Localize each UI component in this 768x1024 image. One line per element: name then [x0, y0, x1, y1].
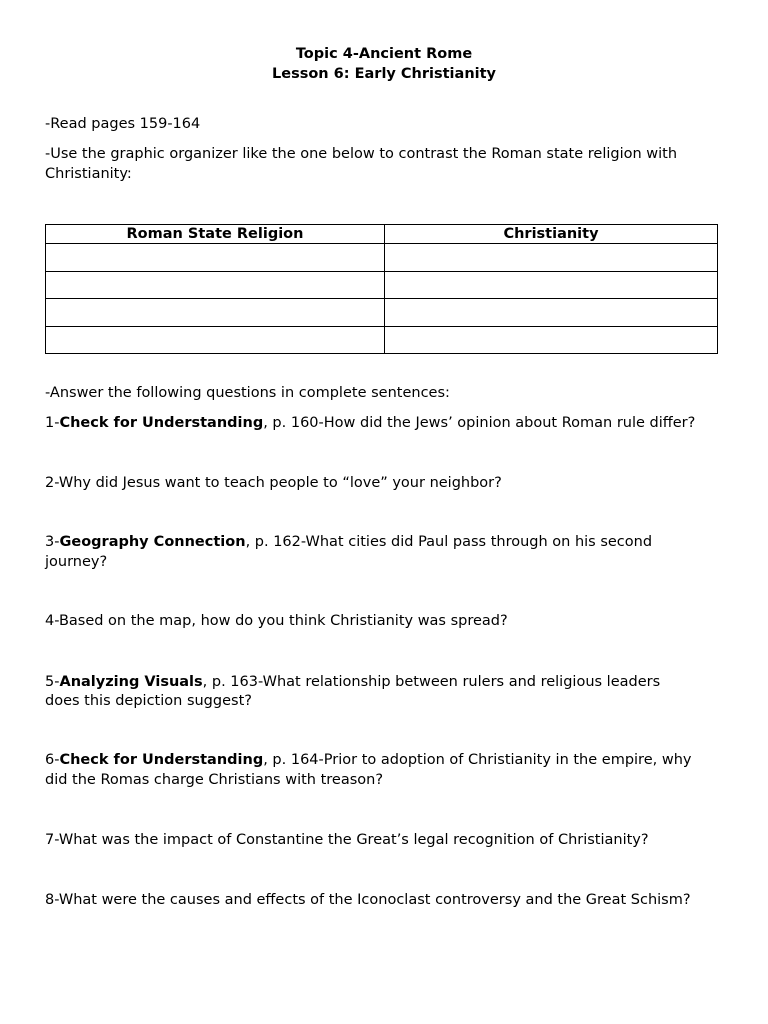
question-3-number: 3-	[45, 534, 60, 550]
column-header-christianity: Christianity	[385, 225, 718, 244]
lesson-title: Lesson 6: Early Christianity	[272, 66, 496, 82]
question-6-number: 6-	[45, 752, 60, 768]
table-row	[46, 299, 718, 327]
question-1-feature-label: Check for Understanding	[59, 415, 264, 431]
table-cell[interactable]	[385, 299, 718, 327]
question-6-continued: did the Romas charge Christians with treason?	[45, 772, 384, 788]
topic-title: Topic 4-Ancient Rome	[295, 46, 473, 62]
question-3-text: , p. 162-What cities did Paul pass through on his second	[245, 534, 653, 550]
question-5-feature-label: Analyzing Visuals	[59, 674, 203, 690]
question-2: 2-Why did Jesus want to teach people to “love” your neighbor?	[45, 475, 502, 491]
question-5-text: , p. 163-What relationship between rulers and religious leaders	[202, 674, 661, 690]
table-cell[interactable]	[385, 326, 718, 354]
graphic-organizer-table	[45, 224, 718, 354]
table-cell[interactable]	[46, 326, 385, 354]
question-8: 8-What were the causes and effects of the Iconoclast controversy and the Great Schism?	[45, 892, 691, 908]
table-cell[interactable]	[385, 271, 718, 299]
column-header-roman-state-religion: Roman State Religion	[46, 225, 385, 244]
question-5	[45, 672, 735, 692]
answer-instruction: -Answer the following questions in complete sentences:	[45, 385, 450, 401]
table-cell[interactable]	[46, 299, 385, 327]
question-5-continued: does this depiction suggest?	[45, 693, 252, 709]
table-cell[interactable]	[46, 244, 385, 272]
question-6-text: , p. 164-Prior to adoption of Christianity in the empire, why	[263, 752, 692, 768]
question-6-feature-label: Check for Understanding	[59, 752, 264, 768]
question-1-number: 1-	[45, 415, 60, 431]
table-row	[46, 271, 718, 299]
question-3-feature-label: Geography Connection	[59, 534, 246, 550]
question-4: 4-Based on the map, how do you think Christianity was spread?	[45, 613, 508, 629]
table-cell[interactable]	[46, 271, 385, 299]
question-7: 7-What was the impact of Constantine the Great’s legal recognition of Christianity?	[45, 832, 649, 848]
question-5-number: 5-	[45, 674, 60, 690]
read-instruction: -Read pages 159-164	[45, 116, 201, 132]
question-3	[45, 532, 735, 552]
table-row	[46, 326, 718, 354]
table-row	[46, 244, 718, 272]
question-1	[45, 413, 735, 433]
table-cell[interactable]	[385, 244, 718, 272]
organizer-instruction-line1: -Use the graphic organizer like the one below to contrast the Roman state religion with	[45, 146, 678, 162]
question-1-text: , p. 160-How did the Jews’ opinion about Roman rule differ?	[263, 415, 696, 431]
organizer-instruction-line2: Christianity:	[45, 166, 132, 182]
question-6	[45, 750, 735, 770]
table-header-row	[46, 225, 718, 244]
question-3-continued: journey?	[45, 554, 108, 570]
